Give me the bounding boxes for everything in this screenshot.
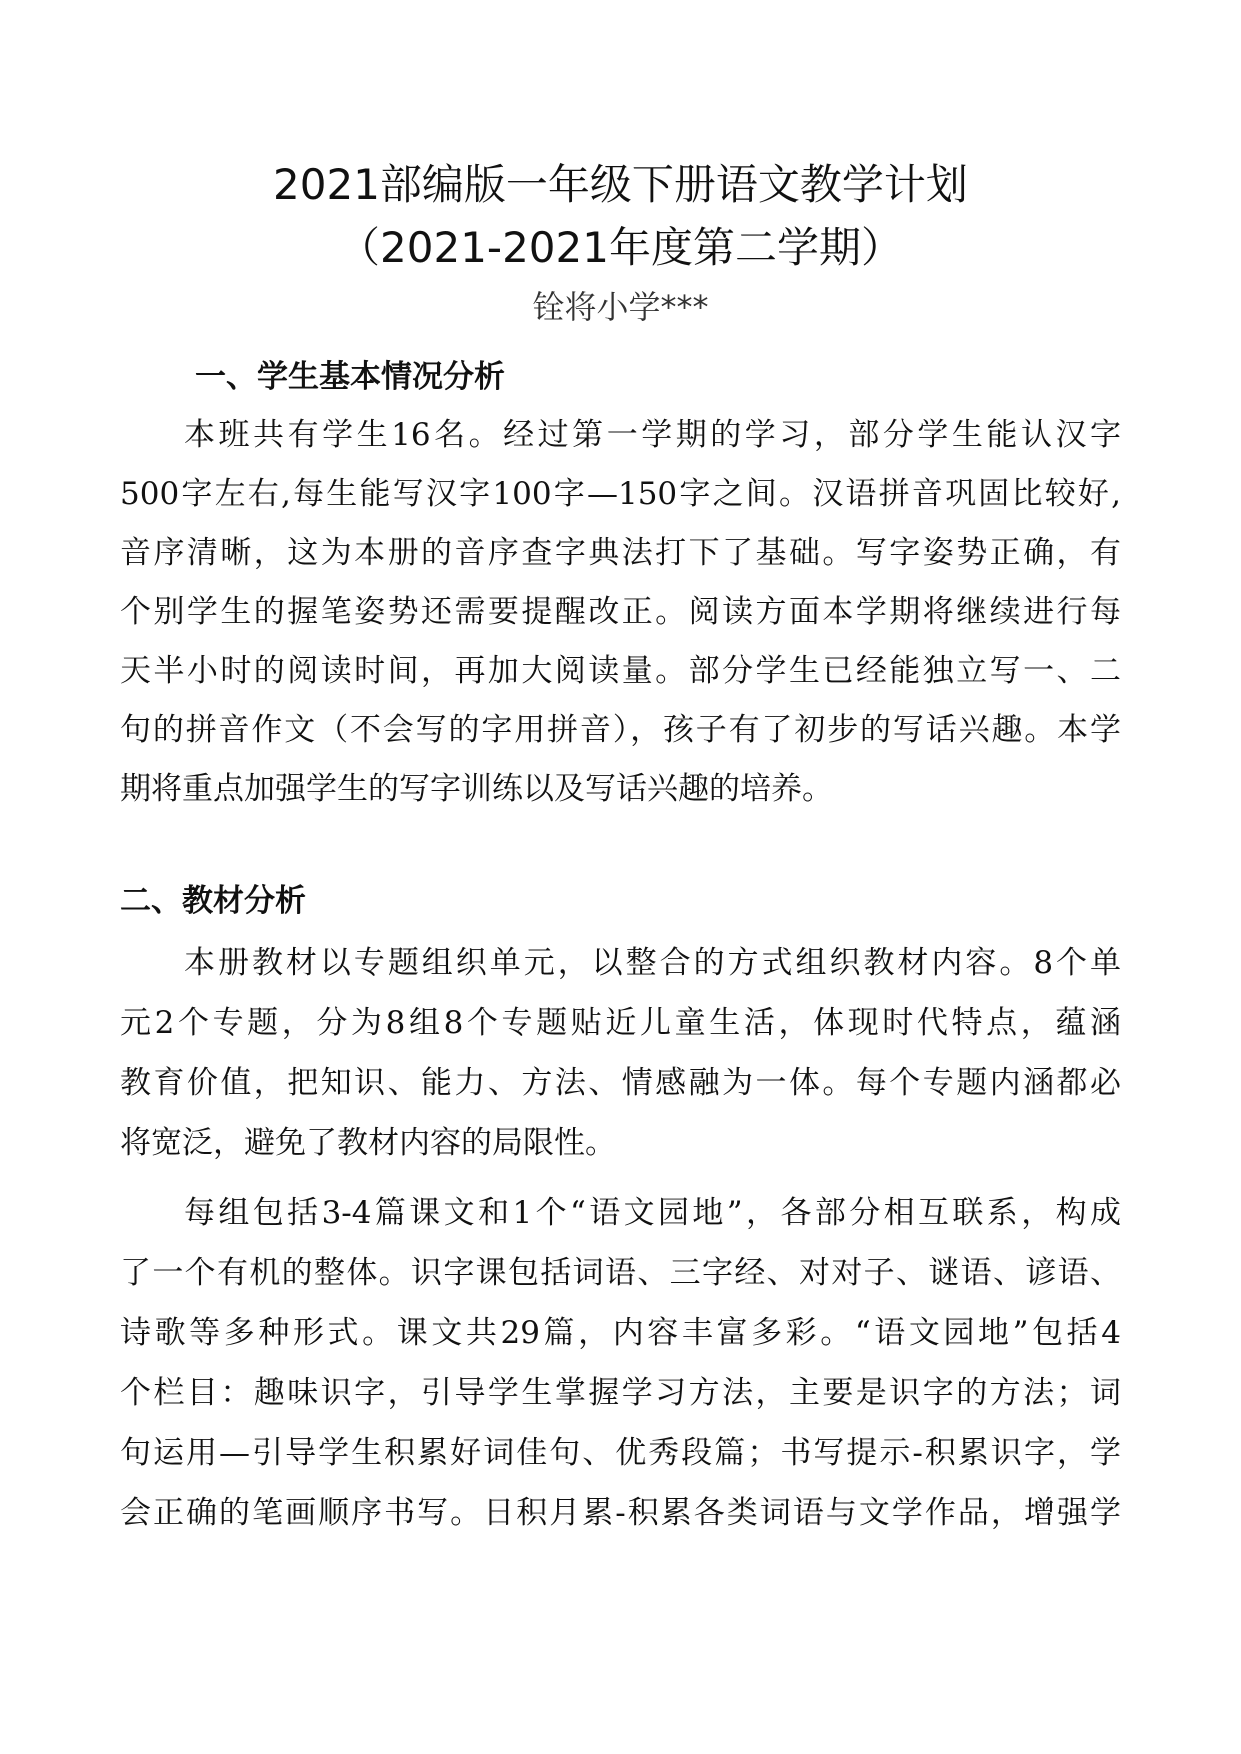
- paragraph-line: 教育价值，把知识、能力、方法、情感融为一体。每个专题内涵都必: [120, 1065, 1121, 1101]
- section-heading-textbook-analysis: 二、教材分析: [120, 883, 306, 919]
- paragraph-line: 个栏目：趣味识字，引导学生掌握学习方法，主要是识字的方法；词: [120, 1375, 1121, 1411]
- paragraph-line: 期将重点加强学生的写字训练以及写话兴趣的培养。: [120, 771, 833, 807]
- paragraph-line: 音序清晰，这为本册的音序查字典法打下了基础。写字姿势正确，有: [120, 535, 1121, 571]
- author-line: 铨将小学***: [532, 288, 709, 326]
- paragraph-line: 句的拼音作文（不会写的字用拼音），孩子有了初步的写话兴趣。本学: [120, 712, 1121, 748]
- paragraph-line: 会正确的笔画顺序书写。日积月累-积累各类词语与文学作品，增强学: [120, 1495, 1121, 1531]
- paragraph-line: 本册教材以专题组织单元，以整合的方式组织教材内容。8个单: [184, 945, 1121, 981]
- document-title: 2021部编版一年级下册语文教学计划: [273, 160, 968, 209]
- paragraph-line: 了一个有机的整体。识字课包括词语、三字经、对对子、谜语、谚语、: [120, 1255, 1121, 1291]
- paragraph-line: 诗歌等多种形式。课文共29篇，内容丰富多彩。“语文园地”包括4: [120, 1315, 1121, 1351]
- paragraph-line: 天半小时的阅读时间，再加大阅读量。部分学生已经能独立写一、二: [120, 653, 1121, 689]
- section-heading-student-analysis: 一、学生基本情况分析: [195, 359, 505, 395]
- paragraph-line: 元2个专题，分为8组8个专题贴近儿童生活，体现时代特点，蕴涵: [120, 1005, 1121, 1041]
- paragraph-line: 个别学生的握笔姿势还需要提醒改正。阅读方面本学期将继续进行每: [120, 594, 1121, 630]
- paragraph-line: 每组包括3-4篇课文和1个“语文园地”，各部分相互联系，构成: [184, 1195, 1121, 1231]
- paragraph-line: 本班共有学生16名。经过第一学期的学习，部分学生能认汉字: [184, 417, 1121, 453]
- paragraph-line: 将宽泛，避免了教材内容的局限性。: [120, 1125, 616, 1161]
- paragraph-line: 500字左右,每生能写汉字100字—150字之间。汉语拼音巩固比较好,: [120, 476, 1121, 512]
- paragraph-line: 句运用—引导学生积累好词佳句、优秀段篇；书写提示-积累识字，学: [120, 1435, 1121, 1471]
- document-subtitle: （2021-2021年度第二学期）: [338, 223, 903, 272]
